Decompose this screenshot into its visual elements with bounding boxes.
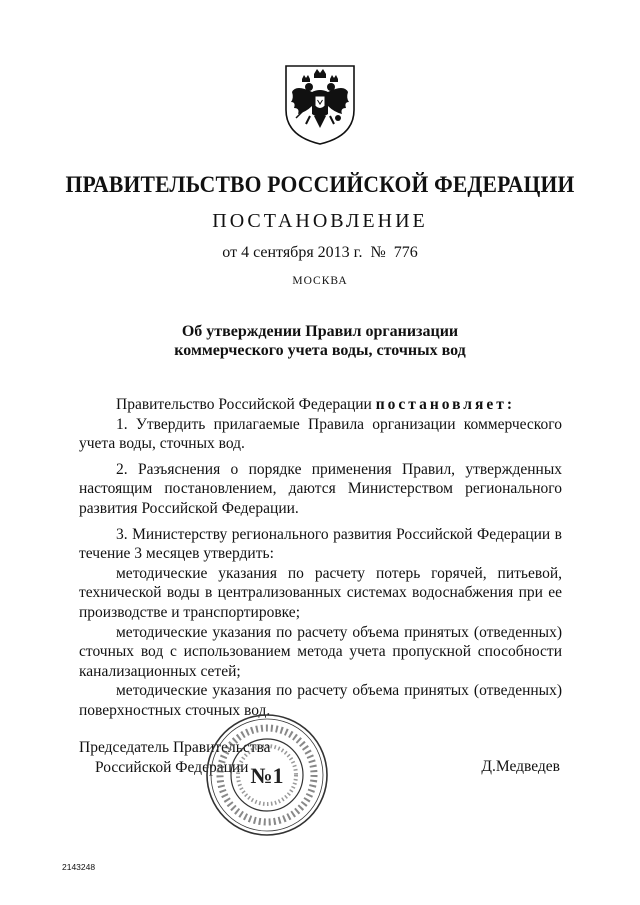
intro-paragraph bbox=[79, 395, 562, 415]
signatory-name: Д.Медведев bbox=[481, 758, 560, 775]
document-heading bbox=[0, 322, 640, 360]
intro-resolves: постановляет: bbox=[375, 396, 516, 413]
paragraph-2: 2. Разъяснения о порядке применения Правил, утвержденных настоящим постановлением, даются Министерством регионального развития Российской Федерации. bbox=[79, 460, 562, 517]
document-city: МОСКВА bbox=[292, 275, 348, 287]
document-type: ПОСТАНОВЛЕНИЕ bbox=[212, 210, 428, 232]
double-headed-eagle-emblem-icon bbox=[282, 62, 358, 146]
signatory-position-line-2: Российской Федерации bbox=[95, 759, 249, 776]
seal-number: №1 bbox=[250, 763, 284, 788]
paragraph-3: 3. Министерству регионального развития Российской Федерации в течение 3 месяцев утвердить: bbox=[79, 525, 562, 563]
paragraph-6: методические указания по расчету объема принятых (отведенных) поверхностных сточных вод. bbox=[79, 682, 562, 719]
paragraph-5: методические указания по расчету объема принятых (отведенных) сточных вод с использованием метода учета пропускной способности канализационных сетей; bbox=[79, 623, 562, 680]
paragraph-1: 1. Утвердить прилагаемые Правила организации коммерческого учета воды, сточных вод. bbox=[79, 415, 562, 453]
paragraph-4: методические указания по расчету потерь горячей, питьевой, технической воды в централизованных системах водоснабжения при ее производстве и транспортировке; bbox=[79, 564, 562, 621]
government-title: ПРАВИТЕЛЬСТВО РОССИЙСКОЙ ФЕДЕРАЦИИ bbox=[65, 172, 575, 198]
intro-text: Правительство Российской Федерации bbox=[116, 396, 376, 413]
official-round-seal-icon bbox=[204, 712, 330, 838]
document-date-number: от 4 сентября 2013 г. № 776 bbox=[222, 244, 418, 261]
signatory-position-line-1: Председатель Правительства bbox=[79, 739, 271, 756]
heading-line-1: Об утверждении Правил организации bbox=[181, 323, 459, 340]
heading-line-2: коммерческого учета воды, сточных вод bbox=[174, 342, 466, 359]
document-id: 2143248 bbox=[62, 862, 96, 872]
document-body bbox=[79, 395, 562, 721]
